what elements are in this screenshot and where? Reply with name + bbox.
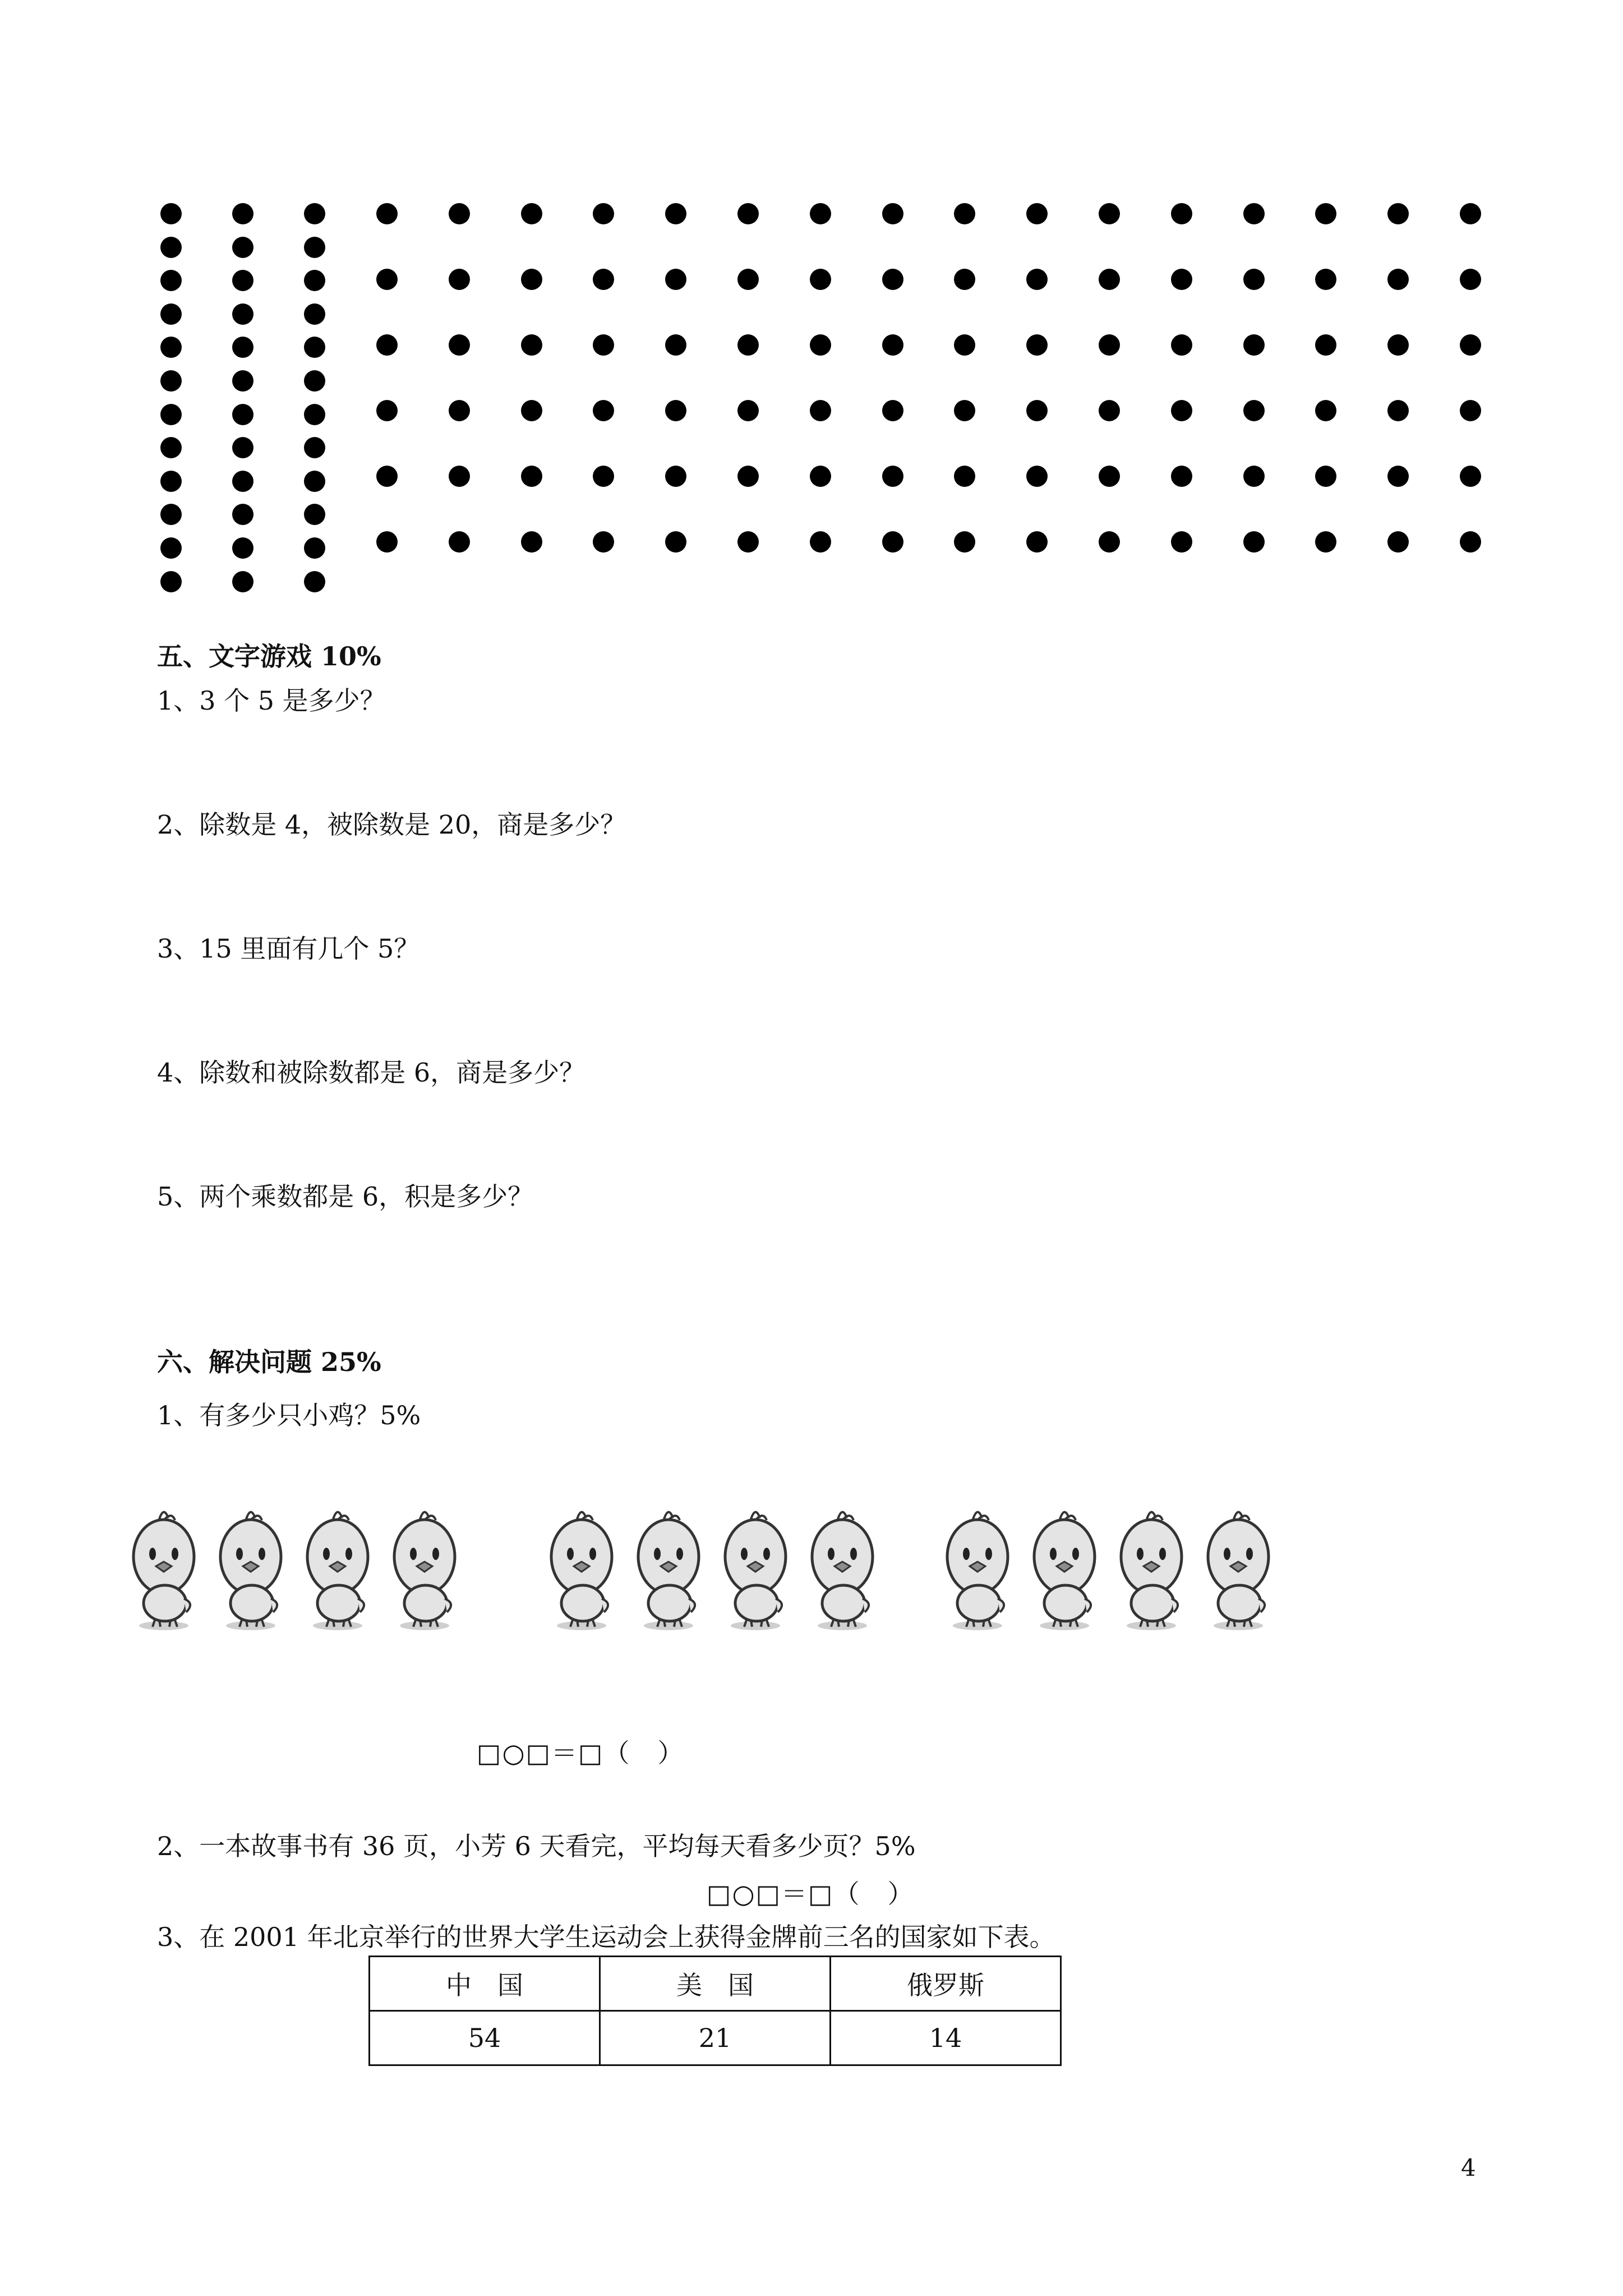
column-dot xyxy=(160,337,182,358)
grid-dot xyxy=(1099,203,1120,224)
equation-6-2: □○□＝□（ ） xyxy=(707,1879,915,1909)
grid-dot xyxy=(737,466,759,487)
grid-dot xyxy=(521,203,542,224)
grid-dot xyxy=(665,334,686,356)
grid-dot xyxy=(1026,400,1048,421)
grid-dot xyxy=(954,400,975,421)
grid-dot xyxy=(954,269,975,290)
column-dot xyxy=(160,537,182,559)
grid-dot xyxy=(1387,269,1409,290)
column-dot xyxy=(304,471,325,492)
question-6-1: 1、有多少只小鸡？5% xyxy=(157,1400,421,1430)
grid-dot xyxy=(954,466,975,487)
grid-dot xyxy=(1026,269,1048,290)
column-dot xyxy=(232,303,253,325)
column-dot xyxy=(304,504,325,525)
grid-dot xyxy=(1387,466,1409,487)
page-number: 4 xyxy=(1461,2154,1476,2182)
grid-dot xyxy=(1315,334,1336,356)
grid-dot xyxy=(593,531,614,553)
grid-dot xyxy=(665,466,686,487)
column-dot xyxy=(160,303,182,325)
grid-dot xyxy=(521,400,542,421)
grid-dot xyxy=(1243,466,1265,487)
chick-icon xyxy=(1118,1503,1185,1635)
column-dot xyxy=(304,404,325,425)
grid-dot xyxy=(882,400,903,421)
grid-dot xyxy=(1460,466,1481,487)
grid-dot xyxy=(810,203,831,224)
grid-dot xyxy=(1171,203,1192,224)
grid-dot xyxy=(593,400,614,421)
value-usa: 21 xyxy=(600,2011,831,2065)
grid-dot xyxy=(1387,400,1409,421)
column-dot xyxy=(304,437,325,458)
grid-dot xyxy=(593,203,614,224)
column-dot xyxy=(160,571,182,592)
column-dot xyxy=(232,237,253,258)
grid-dot xyxy=(882,531,903,553)
grid-dot xyxy=(1315,269,1336,290)
column-dot xyxy=(160,437,182,458)
column-dot xyxy=(232,270,253,291)
grid-dot xyxy=(376,400,398,421)
grid-dot xyxy=(593,334,614,356)
value-china: 54 xyxy=(370,2011,600,2065)
grid-dot xyxy=(449,400,470,421)
grid-dot xyxy=(1243,334,1265,356)
grid-dot xyxy=(376,334,398,356)
grid-dot xyxy=(737,531,759,553)
chick-icon xyxy=(304,1503,371,1635)
grid-dot xyxy=(1171,466,1192,487)
grid-dot xyxy=(1171,400,1192,421)
chick-icon xyxy=(391,1503,458,1635)
grid-dot xyxy=(593,466,614,487)
grid-dot xyxy=(1026,531,1048,553)
question-6-3: 3、在 2001 年北京举行的世界大学生运动会上获得金牌前三名的国家如下表。 xyxy=(157,1922,1055,1952)
column-dot xyxy=(232,203,253,224)
grid-dot xyxy=(665,531,686,553)
column-dot xyxy=(160,404,182,425)
column-dot xyxy=(160,237,182,258)
grid-dot xyxy=(376,531,398,553)
column-dot xyxy=(232,404,253,425)
grid-dot xyxy=(810,531,831,553)
grid-dot xyxy=(882,203,903,224)
grid-dot xyxy=(1460,400,1481,421)
column-dot xyxy=(304,203,325,224)
grid-dot xyxy=(1460,531,1481,553)
grid-dot xyxy=(954,334,975,356)
question-5-1: 1、3 个 5 是多少？ xyxy=(157,685,386,716)
grid-dot xyxy=(810,400,831,421)
grid-dot xyxy=(1243,269,1265,290)
grid-dot xyxy=(1026,466,1048,487)
equation-6-1: □○□＝□（ ） xyxy=(477,1738,685,1768)
grid-dot xyxy=(1460,203,1481,224)
chick-icon xyxy=(130,1503,197,1635)
grid-dot xyxy=(449,334,470,356)
column-dot xyxy=(232,370,253,392)
chick-icon xyxy=(635,1503,702,1635)
grid-dot xyxy=(1171,334,1192,356)
question-6-2: 2、一本故事书有 36 页，小芳 6 天看完，平均每天看多少页？5% xyxy=(157,1831,916,1861)
grid-dot xyxy=(954,203,975,224)
grid-dot xyxy=(810,269,831,290)
column-dot xyxy=(232,571,253,592)
grid-dot xyxy=(954,531,975,553)
chick-icon xyxy=(548,1503,615,1635)
grid-dot xyxy=(1026,203,1048,224)
question-5-5: 5、两个乘数都是 6，积是多少？ xyxy=(157,1181,534,1212)
header-usa: 美 国 xyxy=(600,1957,831,2011)
grid-dot xyxy=(1460,269,1481,290)
grid-dot xyxy=(449,466,470,487)
column-dot xyxy=(232,537,253,559)
section5-heading: 五、文字游戏 10% xyxy=(157,641,381,671)
grid-dot xyxy=(1099,334,1120,356)
grid-dot xyxy=(737,203,759,224)
grid-dot xyxy=(1099,400,1120,421)
chick-icon xyxy=(1205,1503,1272,1635)
grid-dot xyxy=(1243,531,1265,553)
grid-dot xyxy=(882,466,903,487)
medal-table xyxy=(368,1955,1062,2066)
grid-dot xyxy=(1099,466,1120,487)
grid-dot xyxy=(1315,400,1336,421)
grid-dot xyxy=(737,334,759,356)
column-dot xyxy=(160,203,182,224)
grid-dot xyxy=(882,269,903,290)
column-dot xyxy=(304,303,325,325)
table-header-row xyxy=(370,1957,1061,2011)
grid-dot xyxy=(1243,203,1265,224)
grid-dot xyxy=(1460,334,1481,356)
grid-dot xyxy=(1315,531,1336,553)
grid-dot xyxy=(449,531,470,553)
column-dot xyxy=(232,337,253,358)
column-dot xyxy=(160,504,182,525)
column-dot xyxy=(304,370,325,392)
column-dot xyxy=(304,270,325,291)
section6-heading: 六、解决问题 25% xyxy=(157,1347,381,1377)
column-dot xyxy=(304,337,325,358)
header-russia: 俄罗斯 xyxy=(831,1957,1061,2011)
grid-dot xyxy=(521,466,542,487)
grid-dot xyxy=(1315,203,1336,224)
grid-dot xyxy=(1099,531,1120,553)
grid-dot xyxy=(376,203,398,224)
grid-dot xyxy=(1387,203,1409,224)
header-china: 中 国 xyxy=(370,1957,600,2011)
chick-icon xyxy=(217,1503,284,1635)
table-value-row xyxy=(370,2011,1061,2065)
grid-dot xyxy=(737,269,759,290)
grid-dot xyxy=(1099,269,1120,290)
grid-dot xyxy=(665,203,686,224)
column-dot xyxy=(232,504,253,525)
chick-icon xyxy=(809,1503,876,1635)
value-russia: 14 xyxy=(831,2011,1061,2065)
grid-dot xyxy=(882,334,903,356)
grid-dot xyxy=(737,400,759,421)
column-dot xyxy=(232,437,253,458)
grid-dot xyxy=(665,400,686,421)
grid-dot xyxy=(665,269,686,290)
grid-dot xyxy=(376,269,398,290)
grid-dot xyxy=(1243,400,1265,421)
grid-dot xyxy=(521,531,542,553)
chick-icon xyxy=(722,1503,789,1635)
grid-dot xyxy=(1026,334,1048,356)
grid-dot xyxy=(1171,269,1192,290)
grid-dot xyxy=(521,269,542,290)
grid-dot xyxy=(810,466,831,487)
chick-icon xyxy=(1031,1503,1098,1635)
question-5-3: 3、15 里面有几个 5？ xyxy=(157,933,420,964)
chick-icon xyxy=(944,1503,1011,1635)
grid-dot xyxy=(376,466,398,487)
column-dot xyxy=(160,270,182,291)
grid-dot xyxy=(593,269,614,290)
grid-dot xyxy=(1171,531,1192,553)
grid-dot xyxy=(1387,531,1409,553)
question-5-2: 2、除数是 4，被除数是 20，商是多少？ xyxy=(157,809,626,840)
grid-dot xyxy=(1387,334,1409,356)
grid-dot xyxy=(810,334,831,356)
grid-dot xyxy=(521,334,542,356)
column-dot xyxy=(160,370,182,392)
column-dot xyxy=(160,471,182,492)
column-dot xyxy=(232,471,253,492)
question-5-4: 4、除数和被除数都是 6，商是多少？ xyxy=(157,1057,585,1088)
column-dot xyxy=(304,237,325,258)
grid-dot xyxy=(1315,466,1336,487)
column-dot xyxy=(304,537,325,559)
column-dot xyxy=(304,571,325,592)
grid-dot xyxy=(449,269,470,290)
grid-dot xyxy=(449,203,470,224)
